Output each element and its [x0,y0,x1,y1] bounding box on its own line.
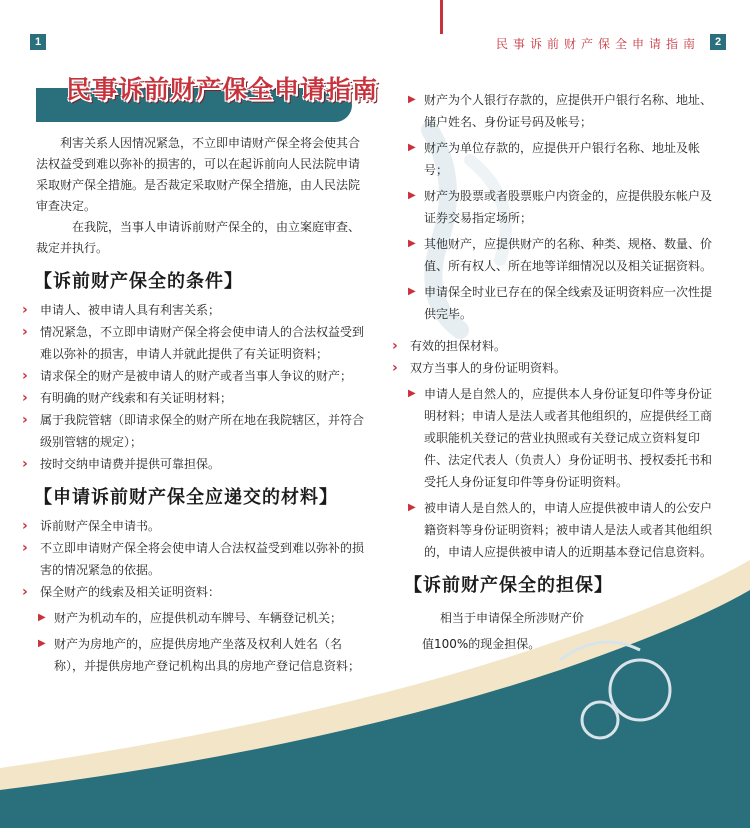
list-item [22,453,367,475]
chevron-right-icon: › [22,584,28,600]
sub-list-item-text: 申请人是自然人的，应提供本人身份证复印件等身份证明材料；申请人是法人或者其他组织的，应提供经工商或职能机关登记的营业执照或有关登记成立资料复印件、法定代表人（负责人）身份证明书、授权委托书和受托人身份证复印件等身份证明资料。 [424,387,713,489]
materials-list [22,515,367,603]
property-clue-sublist-continued [408,89,722,325]
list-item-text: 有明确的财产线索和有关证明材料； [40,391,233,405]
list-item [22,321,367,365]
triangle-bullet-icon: ▶ [408,286,416,297]
sub-list-item [408,281,722,325]
identity-sublist [408,383,722,563]
list-item-text: 申请人、被申请人具有利害关系； [40,303,221,317]
chevron-right-icon: › [22,390,28,406]
page-number-left: 1 [30,34,46,50]
page-number-right: 2 [710,34,726,50]
triangle-bullet-icon: ▶ [408,94,416,105]
sub-list-item [408,233,722,277]
sub-list-item-text: 财产为股票或者股票账户内资金的，应提供股东帐户及证券交易指定场所； [424,189,713,225]
list-item [22,515,367,537]
list-item-text: 情况紧急，不立即申请财产保全将会使申请人的合法权益受到难以弥补的损害，申请人并就此提供了有关证明资料； [40,325,365,361]
chevron-right-icon: › [22,368,28,384]
list-item [22,365,367,387]
sub-list-item-text: 被申请人是自然人的，申请人应提供被申请人的公安户籍资料等身份证明资料；被申请人是法人或者其他组织的，申请人应提供被申请人的近期基本登记信息资料。 [424,501,713,559]
right-column [392,85,722,657]
list-item-text: 不立即申请财产保全将会使申请人合法权益受到难以弥补的损害的情况紧急的依据。 [40,541,365,577]
sub-list-item-text: 财产为机动车的，应提供机动车牌号、车辆登记机关； [54,611,343,625]
materials-heading: 【申请诉前财产保全应递交的材料】 [34,487,338,508]
sub-list-item [408,185,722,229]
sub-list-item-text: 其他财产，应提供财产的名称、种类、规格、数量、价值、所有权人、所在地等详细情况以及相关证据资料。 [424,237,713,273]
list-item-text: 属于我院管辖（即请求保全的财产所在地在我院辖区，并符合级别管辖的规定）； [40,413,365,449]
list-item-text: 请求保全的财产是被申请人的财产或者当事人争议的财产； [40,369,353,383]
triangle-bullet-icon: ▶ [408,238,416,249]
conditions-heading: 【诉前财产保全的条件】 [34,271,243,292]
list-item [22,299,367,321]
guarantee-text [392,605,722,657]
list-item-text: 诉前财产保全申请书。 [40,519,161,533]
list-item [22,409,367,453]
intro-paragraph-1: 利害关系人因情况紧急，不立即申请财产保全将会使其合法权益受到难以弥补的损害的，可以在起诉前向人民法院申请采取财产保全措施。是否裁定采取财产保全措施，由人民法院审查决定。 [36,136,361,213]
intro-paragraph-2: 在我院，当事人申请诉前财产保全的，由立案庭审查、裁定并执行。 [36,220,361,255]
guarantee-heading: 【诉前财产保全的担保】 [404,575,613,596]
triangle-bullet-icon: ▶ [38,612,46,623]
triangle-bullet-icon: ▶ [408,502,416,513]
chevron-right-icon: › [392,360,398,376]
chevron-right-icon: › [22,456,28,472]
chevron-right-icon: › [22,302,28,318]
list-item-text: 按时交纳申请费并提供可靠担保。 [40,457,221,471]
chevron-right-icon: › [22,518,28,534]
triangle-bullet-icon: ▶ [408,142,416,153]
list-item [22,387,367,409]
list-item-text: 有效的担保材料。 [410,339,507,353]
triangle-bullet-icon: ▶ [408,388,416,399]
list-item-text: 保全财产的线索及相关证明资料： [40,585,221,599]
sub-list-item-text: 财产为房地产的，应提供房地产坐落及权利人姓名（名称），并提供房地产登记机构出具的房地产登记信息资料； [54,637,361,673]
sub-list-item-text: 申请保全时业已存在的保全线索及证明资料应一次性提供完毕。 [424,285,713,321]
chevron-right-icon: › [22,324,28,340]
chevron-right-icon: › [22,540,28,556]
sub-list-item [408,497,722,563]
sub-list-item [38,633,367,677]
sub-list-item [408,137,722,181]
chevron-right-icon: › [22,412,28,428]
sub-list-item-text: 财产为个人银行存款的，应提供开户银行名称、地址、储户姓名、身份证号码及帐号； [424,93,713,129]
sub-list-item [408,89,722,133]
triangle-bullet-icon: ▶ [408,190,416,201]
sub-list-item-text: 财产为单位存款的，应提供开户银行名称、地址及帐号； [424,141,701,177]
sub-list-item [408,383,722,493]
guarantee-line-2: 值100%的现金担保。 [422,637,541,651]
list-item [22,581,367,603]
sub-list-item [38,607,367,629]
list-item [392,357,722,379]
list-item [22,537,367,581]
left-column [22,133,367,681]
property-clue-sublist [38,607,367,677]
header-divider [440,0,443,34]
chevron-right-icon: › [392,338,398,354]
list-item-text: 双方当事人的身份证明资料。 [410,361,567,375]
page-title: 民事诉前财产保全申请指南 [66,75,379,104]
running-head: 民事诉前财产保全申请指南 [495,37,700,51]
list-item [392,335,722,357]
triangle-bullet-icon: ▶ [38,638,46,649]
conditions-list [22,299,367,475]
guarantee-line-1: 相当于申请保全所涉财产价 [440,611,585,625]
materials-list-continued [392,335,722,379]
